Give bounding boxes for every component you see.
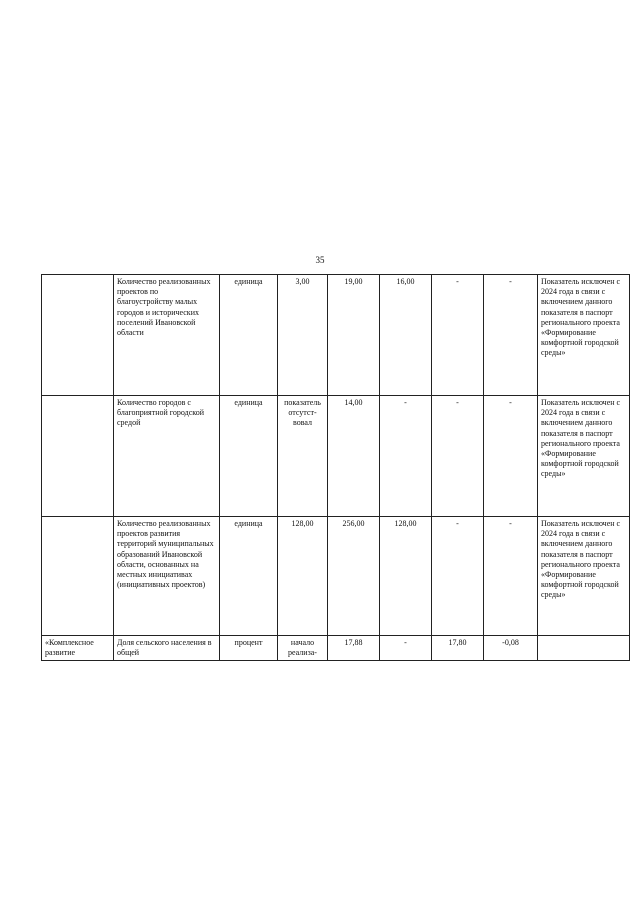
table-row [42,517,630,636]
indicators-table [41,274,630,661]
value-cell: - [484,275,538,396]
value-cell: 17,88 [328,636,380,661]
unit-cell: единица [220,396,278,517]
unit-cell: единица [220,517,278,636]
indicator-cell: Количество городов с благоприятной городской средой [114,396,220,517]
table-row [42,275,630,396]
program-cell [42,517,114,636]
value-cell: показатель отсутст-вовал [278,396,328,517]
value-cell: 3,00 [278,275,328,396]
note-cell: Показатель исключен с 2024 года в связи с включением данного показателя в паспорт регионального проекта «Формирование комфортной городской среды» [538,517,630,636]
note-cell: Показатель исключен с 2024 года в связи с включением данного показателя в паспорт регионального проекта «Формирование комфортной городской среды» [538,396,630,517]
value-cell: - [432,275,484,396]
unit-cell: единица [220,275,278,396]
program-cell: «Комплексное развитие [42,636,114,661]
value-cell: начало реализа- [278,636,328,661]
indicator-cell: Количество реализованных проектов по благоустройству малых городов и исторических поселений Ивановской области [114,275,220,396]
value-cell: - [432,396,484,517]
value-cell: 128,00 [278,517,328,636]
value-cell: - [484,396,538,517]
table-row [42,396,630,517]
value-cell: 14,00 [328,396,380,517]
table-row [42,636,630,661]
value-cell: - [380,636,432,661]
indicator-cell: Количество реализованных проектов развития территорий муниципальных образований Ивановской области, основанных на местных инициативах (инициативных проектов) [114,517,220,636]
value-cell: - [380,396,432,517]
note-cell: Показатель исключен с 2024 года в связи с включением данного показателя в паспорт регионального проекта «Формирование комфортной городской среды» [538,275,630,396]
value-cell: - [484,517,538,636]
value-cell: 19,00 [328,275,380,396]
note-cell [538,636,630,661]
program-cell [42,396,114,517]
value-cell: 256,00 [328,517,380,636]
value-cell: 16,00 [380,275,432,396]
unit-cell: процент [220,636,278,661]
indicator-cell: Доля сельского населения в общей [114,636,220,661]
value-cell: 17,80 [432,636,484,661]
value-cell: 128,00 [380,517,432,636]
program-cell [42,275,114,396]
page-number: 35 [315,255,325,265]
value-cell: - [432,517,484,636]
value-cell: -0,08 [484,636,538,661]
